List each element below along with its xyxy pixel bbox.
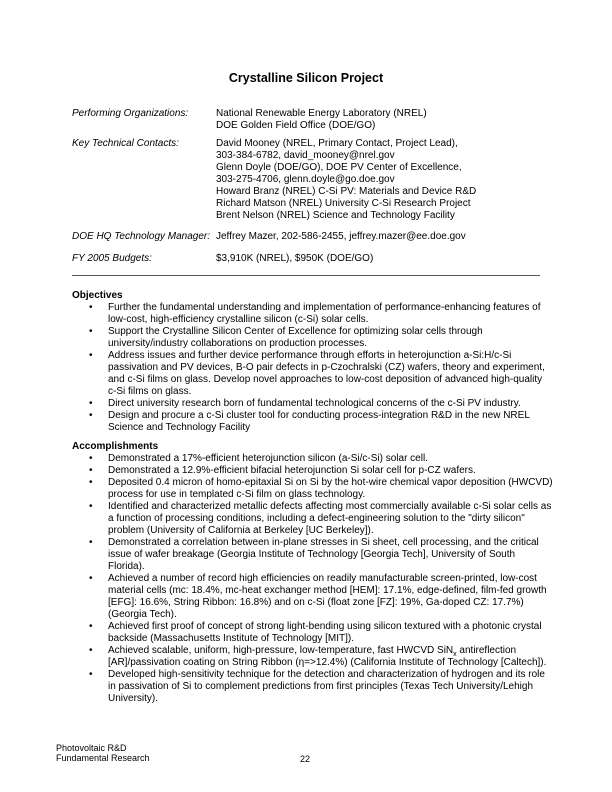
bullet-icon: •: [89, 453, 93, 464]
item-text: Address issues and further device performance through efforts in heterojunction a-Si:H/c-Si passivation and PV devices, B-O pair defects in p-Czochralski (CZ) wafers, theory and experiment, and c-Si films on glass. Develop novel approaches to low-cost deposition of advanced high-quality c-Si films on glass.: [108, 350, 545, 397]
section-heading: Accomplishments: [72, 441, 159, 452]
list-item: [72, 573, 554, 621]
field-value: Glenn Doyle (DOE/GO), DOE PV Center of Excellence,: [216, 162, 462, 173]
bullet-icon: •: [89, 398, 93, 409]
divider: [72, 275, 540, 276]
objectives-section: [72, 290, 548, 434]
field-value: 303-275-4706, glenn.doyle@go.doe.gov: [216, 174, 395, 185]
item-text: Identified and characterized metallic defects affecting most commercially available c-Si solar cells as a function of processing conditions, including a defect-engineering solution to the "dirty silicon" problem (University of California at Berkeley [UC Berkeley]).: [108, 501, 552, 536]
field-value: Brent Nelson (NREL) Science and Technology Facility: [216, 210, 455, 221]
bullet-icon: •: [89, 302, 93, 313]
footer-line: Fundamental Research: [56, 753, 150, 763]
bullet-icon: •: [89, 326, 93, 337]
field-label: DOE HQ Technology Manager:: [72, 231, 211, 242]
bullet-icon: •: [89, 573, 93, 584]
footer: [56, 743, 150, 763]
bullet-icon: •: [89, 537, 93, 548]
item-text: Design and procure a c-Si cluster tool for conducting process-integration R&D in the new NREL Science and Technology Facility: [108, 410, 530, 433]
section-heading: Objectives: [72, 290, 123, 301]
item-text: antireflection [AR]/passivation coating on String Ribbon (η=>12.4%) (California Institute of Technology [Caltech]).: [108, 645, 547, 668]
field-label: FY 2005 Budgets:: [72, 253, 152, 264]
bullet-icon: •: [89, 410, 93, 421]
list-item: [72, 477, 554, 501]
list-item: [72, 302, 548, 326]
list-item: [72, 465, 554, 477]
bullet-icon: •: [89, 645, 93, 656]
item-text: Support the Crystalline Silicon Center of Excellence for optimizing solar cells through university/industry collaborations on production processes.: [108, 326, 483, 349]
bullet-icon: •: [89, 477, 93, 488]
footer-line: Photovoltaic R&D: [56, 743, 127, 753]
list-item: [72, 350, 548, 398]
field-value: DOE Golden Field Office (DOE/GO): [216, 120, 376, 131]
field-value: Jeffrey Mazer, 202-586-2455, jeffrey.mazer@ee.doe.gov: [216, 231, 466, 242]
field-value: $3,910K (NREL), $950K (DOE/GO): [216, 253, 374, 264]
field-value: Richard Matson (NREL) University C-Si Research Project: [216, 198, 471, 209]
list-item: [72, 501, 554, 537]
list-item: [72, 669, 554, 705]
field-label: Key Technical Contacts:: [72, 138, 179, 149]
field-value: National Renewable Energy Laboratory (NREL): [216, 108, 427, 119]
list-item: [72, 326, 548, 350]
bullet-icon: •: [89, 465, 93, 476]
bullet-icon: •: [89, 669, 93, 680]
bullet-icon: •: [89, 350, 93, 361]
list-item: [72, 645, 554, 669]
item-text: Developed high-sensitivity technique for the detection and characterization of hydrogen and its role in passivation of Si to complement predictions from first principles (Texas Tech University/Lehigh University).: [108, 669, 545, 704]
list-item: [72, 398, 548, 410]
item-text: Demonstrated a 12.9%-efficient bifacial heterojunction Si solar cell for p-CZ wafers.: [108, 465, 476, 476]
item-text: Demonstrated a correlation between in-plane stresses in Si sheet, cell processing, and the critical issue of wafer breakage (Georgia Institute of Technology [Georgia Tech], University of South Florida).: [108, 537, 539, 572]
page-number: 22: [300, 754, 311, 764]
item-text: Direct university research born of fundamental technological concerns of the c-Si PV industry.: [108, 398, 521, 409]
item-text: Deposited 0.4 micron of homo-epitaxial Si on Si by the hot-wire chemical vapor deposition (HWCVD) process for use in templated c-Si film on glass technology.: [108, 477, 553, 500]
page-title: Crystalline Silicon Project: [228, 71, 384, 85]
item-text: Further the fundamental understanding and implementation of performance-enhancing features of low-cost, high-efficiency crystalline silicon (c-Si) solar cells.: [108, 302, 541, 325]
item-text: Demonstrated a 17%-efficient heterojunction silicon (a-Si/c-Si) solar cell.: [108, 453, 428, 464]
field-label: Performing Organizations:: [72, 108, 189, 119]
bullet-icon: •: [89, 501, 93, 512]
field-value: Howard Branz (NREL) C-Si PV: Materials and Device R&D: [216, 186, 477, 197]
item-text: Achieved scalable, uniform, high-pressure, low-temperature, fast HWCVD SiN: [108, 645, 454, 656]
list-item: [72, 537, 554, 573]
item-text: Achieved a number of record high efficiencies on readily manufacturable screen-printed, low-cost material cells (mc: 18.4%, mc-heat exchanger method [HEM]: 17.1%, edge-defined, film-fed growth [EFG]: 16.6%, String Ribbon: 16.8%) and on c-Si (float zone [FZ]: 19%, Ga-doped CZ: 17.7%) (Georgia Tech).: [108, 573, 547, 620]
list-item: [72, 453, 554, 465]
item-text: Achieved first proof of concept of strong light-bending using silicon textured with a photonic crystal backside (Massachusetts Institute of Technology [MIT]).: [108, 621, 542, 644]
field-value: David Mooney (NREL, Primary Contact, Project Lead),: [216, 138, 458, 149]
bullet-icon: •: [89, 621, 93, 632]
list-item: [72, 621, 554, 645]
accomplishments-section: [72, 441, 554, 705]
field-value: 303-384-6782, david_mooney@nrel.gov: [216, 150, 395, 161]
list-item: [72, 410, 548, 434]
subscript: x: [453, 651, 457, 658]
